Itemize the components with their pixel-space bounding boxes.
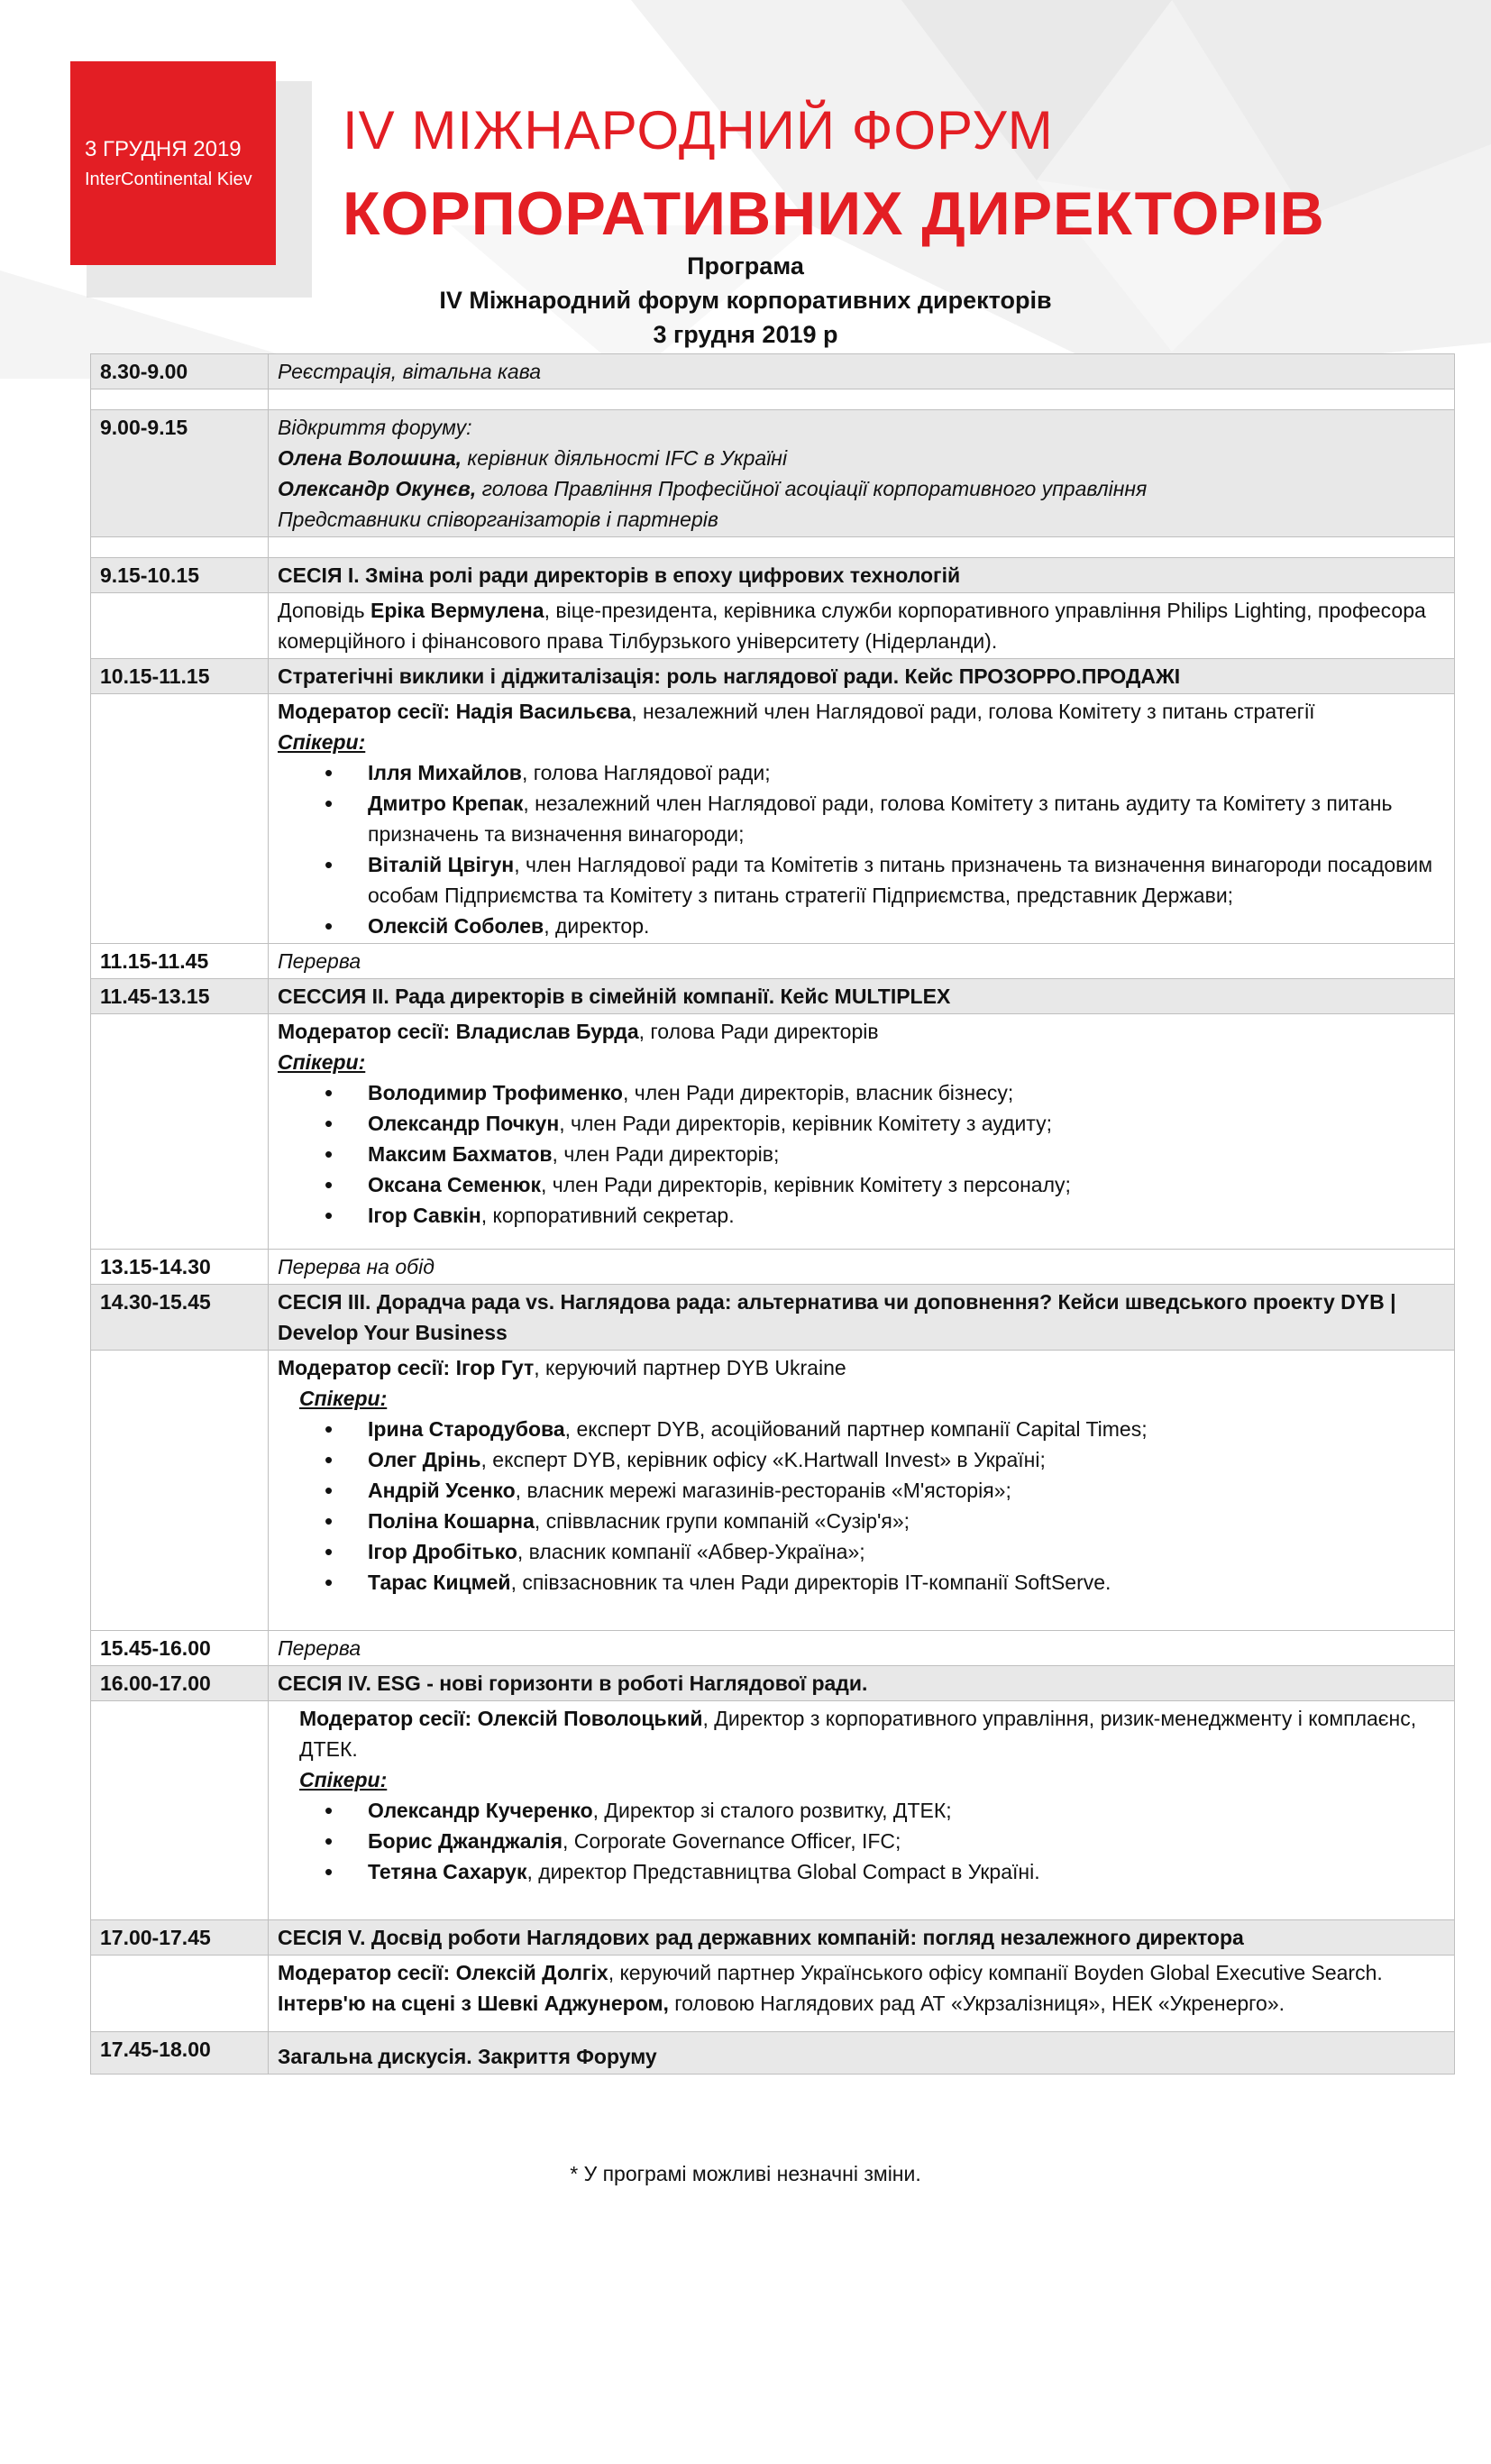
list-item: • Тетяна Сахарук, директор Представництва Global Compact в Україні. — [278, 1856, 1445, 1887]
footnote: * У програмі можливі незначні зміни. — [570, 2162, 921, 2185]
speaker-name: Олена Волошина, — [278, 446, 462, 470]
list-item: • Тарас Кицмей, співзасновник та член Ради директорів IT-компанії SoftServe. — [278, 1567, 1445, 1598]
table-row — [91, 1250, 1455, 1285]
list-item: • Борис Джанджалія, Corporate Governance Officer, IFC; — [278, 1826, 1445, 1856]
table-row — [91, 1631, 1455, 1666]
time-cell: 10.15-11.15 — [91, 659, 269, 694]
table-row — [91, 944, 1455, 979]
speakers-label: Спікери: — [278, 1050, 366, 1074]
table-row — [91, 1666, 1455, 1701]
speaker-list — [278, 1414, 1445, 1598]
session-body: Модератор сесії: Олексій Поволоцький, Директор з корпоративного управління, ризик-менеджменту і комплаєнс, ДТЕК. Спікери: • Олександр Кучеренко, Директор зі сталого розвитку, ДТЕК; • Борис Джанджалія, Corporate Governance Officer, IFC; • Тетяна Сахарук, директор Представництва Global Compact в Україні. — [269, 1701, 1455, 1920]
table-row — [91, 354, 1455, 389]
row-text: Перерва — [269, 1631, 1455, 1666]
closing-text: Загальна дискусія. Закриття Форуму — [269, 2032, 1455, 2075]
session-title: СЕСІЯ І. Зміна ролі ради директорів в епоху цифрових технологій — [269, 558, 1455, 593]
time-cell: 11.45-13.15 — [91, 979, 269, 1014]
table-row — [91, 659, 1455, 694]
table-row — [91, 1920, 1455, 1956]
list-item: • Олександр Кучеренко, Директор зі сталого розвитку, ДТЕК; — [278, 1795, 1445, 1826]
program-title: Програма — [687, 252, 804, 279]
event-date: 3 ГРУДНЯ 2019 — [85, 137, 242, 161]
table-row — [91, 1701, 1455, 1920]
session-body: Доповідь Еріка Вермулена, віце-президента, керівника служби корпоративного управління Philips Lighting, професора комерційного і фінансового права Тілбурзького університету (Нідерланди). — [269, 593, 1455, 659]
opening-label: Відкриття форуму: — [278, 416, 472, 439]
speaker-name: Еріка Вермулена — [370, 599, 544, 622]
list-item: • Дмитро Крепак, незалежний член Наглядової ради, голова Комітету з питань аудиту та Комітету з питань призначень та визначення винагороди; — [278, 788, 1445, 849]
moderator-label: Модератор сесії: Ігор Гут — [278, 1356, 535, 1379]
time-cell: 17.00-17.45 — [91, 1920, 269, 1956]
table-row — [91, 2032, 1455, 2075]
list-item: • Максим Бахматов, член Ради директорів; — [278, 1139, 1445, 1169]
time-cell: 13.15-14.30 — [91, 1250, 269, 1285]
table-row — [91, 558, 1455, 593]
time-cell: 17.45-18.00 — [91, 2032, 269, 2075]
session-body: Модератор сесії: Надія Васильєва, незалежний член Наглядової ради, голова Комітету з питань стратегії Спікери: • Ілля Михайлов, голова Наглядової ради; • Дмитро Крепак, незалежний член Наглядової ради, голова Комітету з питань аудиту та Комітету з питань призначень та визначення винагороди; • Віталій Цвігун, член Наглядової ради та Комітетів з питань призначень та визначення винагороди посадовим особам Підприємства та Комітету з питань стратегії Підприємства, представник Держави; • Олексій Соболев, директор. — [269, 694, 1455, 944]
interview-label: Інтерв'ю на сцені з Шевкі Аджунером, — [278, 1992, 669, 2015]
moderator-label: Модератор сесії: Владислав Бурда — [278, 1020, 639, 1043]
program-date: 3 грудня 2019 р — [653, 321, 838, 348]
table-row — [91, 1014, 1455, 1250]
speaker-list — [278, 1795, 1445, 1887]
time-cell: 8.30-9.00 — [91, 354, 269, 389]
session-title: Стратегічні виклики і діджиталізація: роль наглядової ради. Кейс ПРОЗОРРО.ПРОДАЖІ — [269, 659, 1455, 694]
table-row — [91, 410, 1455, 537]
table-row — [91, 694, 1455, 944]
row-text: Перерва на обід — [269, 1250, 1455, 1285]
row-text: Реєстрація, вітальна кава — [269, 354, 1455, 389]
session-body: Модератор сесії: Владислав Бурда, голова Ради директорів Спікери: • Володимир Трофименко, член Ради директорів, власник бізнесу; • Олександр Почкун, член Ради директорів, керівник Комітету з аудиту; • Максим Бахматов, член Ради директорів; • Оксана Семенюк, член Ради директорів, керівник Комітету з персоналу; • Ігор Савкін, корпоративний секретар. — [269, 1014, 1455, 1250]
list-item: • Андрій Усенко, власник мережі магазинів-ресторанів «М'ясторія»; — [278, 1475, 1445, 1506]
session-body: Модератор сесії: Ігор Гут, керуючий партнер DYB Ukraine Спікери: • Ірина Стародубова, експерт DYB, асоційований партнер компанії Capital Times; • Олег Дрінь, експерт DYB, керівник офісу «K.Hartwall Invest» в Україні; • Андрій Усенко, власник мережі магазинів-ресторанів «М'ясторія»; • Поліна Кошарна, співвласник групи компаній «Сузір'я»; • Ігор Дробітько, власник компанії «Абвер-Україна»; • Тарас Кицмей, співзасновник та член Ради директорів IT-компанії SoftServe. — [269, 1351, 1455, 1631]
table-row — [91, 1285, 1455, 1351]
time-cell: 14.30-15.45 — [91, 1285, 269, 1351]
speaker-list — [278, 757, 1445, 941]
session-body: Модератор сесії: Олексій Долгіх, керуючий партнер Українського офісу компанії Boyden Global Executive Search. Інтерв'ю на сцені з Шевкі Аджунером, головою Наглядових рад АТ «Укрзалізниця», НЕК «Укренерго». — [269, 1956, 1455, 2032]
list-item: • Віталій Цвігун, член Наглядової ради та Комітетів з питань призначень та визначення винагороди посадовим особам Підприємства та Комітету з питань стратегії Підприємства, представник Держави; — [278, 849, 1445, 911]
list-item: • Поліна Кошарна, співвласник групи компаній «Сузір'я»; — [278, 1506, 1445, 1536]
program-table — [90, 353, 1455, 2075]
time-cell: 16.00-17.00 — [91, 1666, 269, 1701]
list-item: • Ігор Савкін, корпоративний секретар. — [278, 1200, 1445, 1231]
list-item: • Олександр Почкун, член Ради директорів, керівник Комітету з аудиту; — [278, 1108, 1445, 1139]
session-title: СЕСІЯ V. Досвід роботи Наглядових рад державних компаній: погляд незалежного директора — [269, 1920, 1455, 1956]
speaker-list — [278, 1077, 1445, 1231]
time-cell: 9.15-10.15 — [91, 558, 269, 593]
moderator-label: Модератор сесії: Олексій Долгіх — [278, 1961, 608, 1984]
speakers-label: Спікери: — [278, 730, 366, 754]
list-item: • Ігор Дробітько, власник компанії «Абвер-Україна»; — [278, 1536, 1445, 1567]
speakers-label: Спікери: — [299, 1768, 388, 1791]
table-row — [91, 1351, 1455, 1631]
list-item: • Ірина Стародубова, експерт DYB, асоційований партнер компанії Capital Times; — [278, 1414, 1445, 1444]
table-row — [91, 593, 1455, 659]
time-cell: 11.15-11.45 — [91, 944, 269, 979]
moderator-label: Модератор сесії: Надія Васильєва — [278, 700, 632, 723]
list-item: • Володимир Трофименко, член Ради директорів, власник бізнесу; — [278, 1077, 1445, 1108]
opening-cell — [269, 410, 1455, 537]
date-block — [70, 61, 276, 265]
forum-title-line2: КОРПОРАТИВНИХ ДИРЕКТОРІВ — [343, 179, 1325, 248]
session-title: СЕССИЯ ІІ. Рада директорів в сімейній компанії. Кейс MULTIPLEX — [269, 979, 1455, 1014]
forum-title-line1: IV МІЖНАРОДНИЙ ФОРУМ — [343, 100, 1054, 160]
table-row — [91, 979, 1455, 1014]
spacer-row — [91, 389, 1455, 410]
session-title: СЕСІЯ IV. ESG - нові горизонти в роботі Наглядової ради. — [269, 1666, 1455, 1701]
moderator-label: Модератор сесії: Олексій Поволоцький — [299, 1707, 703, 1730]
session-title: СЕСІЯ ІІІ. Дорадча рада vs. Наглядова рада: альтернатива чи доповнення? Кейси шведського проекту DYB | Develop Your Business — [269, 1285, 1455, 1351]
speaker-role: голова Правління Професійної асоціації корпоративного управління — [476, 477, 1148, 500]
list-item: • Олексій Соболев, директор. — [278, 911, 1445, 941]
event-venue: InterContinental Kiev — [85, 169, 252, 189]
speakers-label: Спікери: — [299, 1387, 388, 1410]
time-cell: 15.45-16.00 — [91, 1631, 269, 1666]
organizers-line: Представники співорганізаторів і партнерів — [278, 508, 718, 531]
time-cell: 9.00-9.15 — [91, 410, 269, 537]
list-item: • Олег Дрінь, експерт DYB, керівник офісу «K.Hartwall Invest» в Україні; — [278, 1444, 1445, 1475]
list-item: • Оксана Семенюк, член Ради директорів, керівник Комітету з персоналу; — [278, 1169, 1445, 1200]
table-row — [91, 1956, 1455, 2032]
spacer-row — [91, 537, 1455, 558]
speaker-name: Олександр Окунєв, — [278, 477, 477, 500]
list-item: • Ілля Михайлов, голова Наглядової ради; — [278, 757, 1445, 788]
program-subtitle: IV Міжнародний форум корпоративних директорів — [439, 287, 1052, 314]
speaker-role: керівник діяльності IFC в Україні — [462, 446, 788, 470]
row-text: Перерва — [269, 944, 1455, 979]
